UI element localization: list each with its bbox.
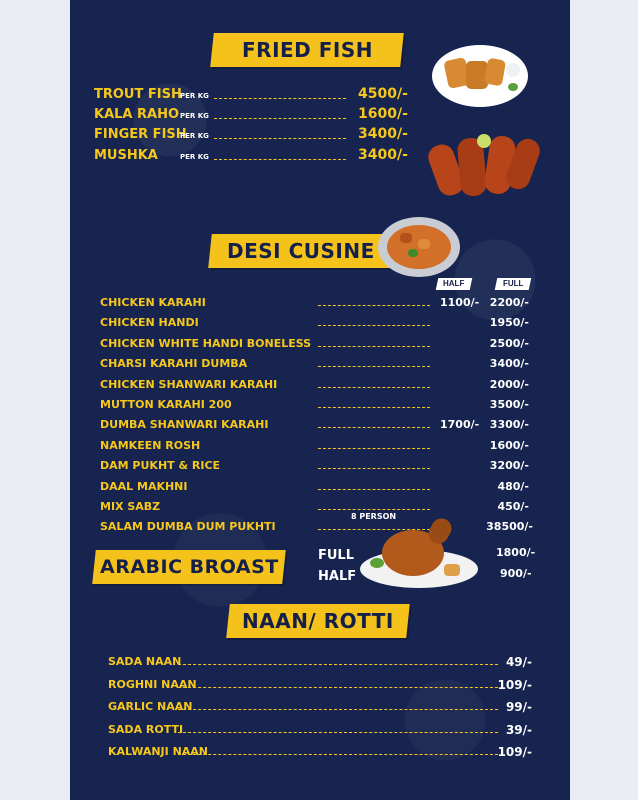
- naan-name: ROGHNI NAAN: [108, 677, 197, 691]
- price: 3400/-: [358, 147, 408, 163]
- desi-cusine-title: DESI CUSINE: [227, 239, 375, 263]
- dots: [318, 305, 430, 306]
- dots: [214, 159, 346, 160]
- naan-name: SADA NAAN: [108, 655, 182, 668]
- dots: [178, 754, 498, 755]
- half-price: 1100/-: [440, 296, 480, 309]
- dish-name: MIX SABZ: [100, 500, 161, 513]
- unit-label: PER KG: [180, 112, 209, 120]
- full-tag: FULL: [495, 278, 532, 290]
- full-price: 3200/-: [489, 459, 529, 473]
- dish-name: CHICKEN KARAHI: [100, 296, 206, 309]
- list-item: FINGER FISH: [94, 127, 187, 142]
- naan-price: 109/-: [497, 745, 532, 759]
- half-tag: HALF: [436, 278, 473, 290]
- dish-name: DAM PUKHT & RICE: [100, 459, 221, 473]
- dots: [318, 468, 430, 469]
- dots: [318, 489, 430, 490]
- roast-chicken-image: [360, 518, 478, 590]
- dish-name: MUTTON KARAHI 200: [100, 398, 232, 411]
- naan-price: 39/-: [505, 722, 532, 737]
- dish-name: CHICKEN SHANWARI KARAHI: [100, 377, 278, 391]
- desi-cusine-banner: [208, 234, 394, 268]
- dots: [318, 509, 430, 510]
- half-price: 8 PERSON: [351, 512, 397, 522]
- full-price: 1950/-: [489, 316, 529, 330]
- list-item: KALA RAHO: [94, 107, 180, 122]
- dish-name: CHARSI KARAHI DUMBA: [100, 357, 248, 371]
- full-price: 480/-: [497, 479, 529, 493]
- list-item: MUSHKA: [94, 148, 158, 163]
- dots: [178, 732, 498, 733]
- dish-name: DUMBA SHANWARI KARAHI: [100, 418, 269, 432]
- fried-fish-title: FRIED FISH: [241, 38, 373, 62]
- dots: [214, 138, 346, 139]
- unit-label: PER KG: [180, 132, 209, 140]
- full-price: 38500/-: [486, 520, 533, 534]
- dots: [318, 448, 430, 449]
- dish-name: NAMKEEN ROSH: [100, 438, 201, 452]
- dots: [178, 664, 498, 665]
- half-price: 1700/-: [440, 418, 480, 432]
- naan-rotti-banner: [226, 604, 410, 638]
- full-price: 3500/-: [489, 398, 529, 411]
- fried-fish-plate-image: [432, 45, 528, 107]
- broast-half-price: 900/-: [500, 567, 532, 580]
- naan-name: GARLIC NAAN: [108, 700, 193, 713]
- dish-name: DAAL MAKHNI: [100, 479, 188, 493]
- dots: [318, 387, 430, 388]
- dots: [318, 427, 430, 428]
- dots: [178, 709, 498, 710]
- naan-price: 99/-: [505, 700, 532, 714]
- fried-fish-banner: [210, 33, 404, 67]
- dots: [178, 687, 498, 688]
- dots: [214, 118, 346, 119]
- broast-half-label: HALF: [318, 569, 357, 584]
- naan-name: SADA ROTTI: [108, 722, 184, 736]
- full-price: 2200/-: [489, 296, 529, 309]
- full-price: 450/-: [497, 500, 529, 513]
- full-price: 3300/-: [489, 418, 529, 432]
- dots: [318, 407, 430, 408]
- broast-full-price: 1800/-: [496, 546, 536, 559]
- naan-price: 49/-: [505, 655, 532, 669]
- full-price: 3400/-: [489, 357, 529, 371]
- karahi-bowl-image: [378, 217, 460, 277]
- unit-label: PER KG: [180, 92, 209, 100]
- dish-name: SALAM DUMBA DUM PUKHTI: [100, 520, 276, 534]
- price: 4500/-: [358, 86, 408, 102]
- naan-price: 109/-: [497, 677, 532, 692]
- naan-name: KALWANJI NAAN: [108, 745, 209, 758]
- arabic-broast-title: ARABIC BROAST: [99, 556, 279, 578]
- naan-rotti-title: NAAN/ ROTTI: [242, 609, 394, 633]
- price: 1600/-: [358, 106, 408, 122]
- price: 3400/-: [358, 126, 408, 142]
- unit-label: PER KG: [180, 153, 209, 161]
- full-price: 2000/-: [489, 377, 529, 391]
- dots: [318, 346, 430, 347]
- broast-full-label: FULL: [318, 548, 355, 563]
- dish-name: CHICKEN WHITE HANDI BONELESS: [100, 336, 312, 350]
- list-item: TROUT FISH: [94, 87, 182, 102]
- menu-page: [70, 0, 570, 800]
- full-price: 2500/-: [489, 336, 529, 350]
- grilled-fish-image: [425, 124, 540, 200]
- dots: [318, 325, 430, 326]
- arabic-broast-banner: [92, 550, 286, 584]
- dots: [318, 366, 430, 367]
- dots: [214, 98, 346, 99]
- full-price: 1600/-: [489, 438, 529, 452]
- dish-name: CHICKEN HANDI: [100, 316, 199, 330]
